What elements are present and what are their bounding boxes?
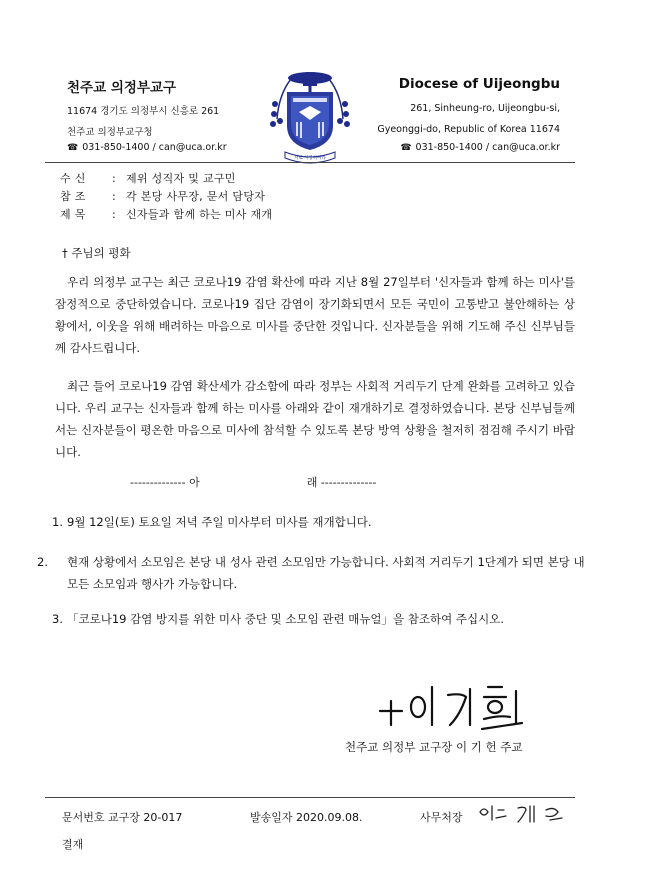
paragraph-1: 우리 의정부 교구는 최근 코로나19 감염 확산에 따라 지난 8월 27일부터 '신자들과 함께 하는 미사'를 잠정적으로 중단하였습니다. 코로나19 집단 감염이 장기화되면서 모든 국민이 고통받고 불안해하는 상황에서, 이웃을 위해 배려하는 마음으로 미사를 중단한 것입니다. 신자분들을 위해 기도해 주신 신부님들께 감사드립니다. bbox=[55, 275, 575, 355]
emblem-motto: 서로 사랑하여라 bbox=[294, 156, 326, 161]
footer-divider bbox=[45, 797, 575, 798]
divider-right: 래 -------------- bbox=[306, 476, 377, 489]
subject-value: 신자들과 함께 하는 미사 재개 bbox=[126, 208, 273, 221]
paragraph-2: 최근 들어 코로나19 감염 확산세가 감소함에 따라 정부는 사회적 거리두기 단계 완화를 고려하고 있습니다. 우리 교구는 신자들과 함께 하는 미사를 아래와 같이 재개하기로 결정하였습니다. 본당 신부님들께서는 신자분들이 평온한 마음으로 미사에 참석할 수 있도록 본당 방역 상황을 철저히 점검해 주시기 바랍니다. bbox=[55, 379, 575, 459]
address-en-line-1: 261, Sinheung-ro, Uijeongbu-si, bbox=[410, 103, 560, 114]
reference-line: 참 조 : 각 본당 사무장, 문서 담당자 bbox=[60, 190, 266, 203]
office-name-ko: 천주교 의정부교구청 bbox=[67, 127, 153, 138]
subject-key: 제 목 bbox=[60, 208, 86, 221]
address-en-line-2: Gyeonggi-do, Republic of Korea 11674 bbox=[377, 124, 560, 135]
office-head-label: 사무처장 bbox=[420, 811, 463, 824]
diocese-emblem-logo bbox=[269, 64, 351, 164]
org-name-en: Diocese of Uijeongbu bbox=[398, 76, 560, 92]
telephone-icon: ☎ bbox=[67, 143, 79, 153]
telephone-icon: ☎ bbox=[400, 143, 412, 153]
list-item: 1. 9월 12일(토) 토요일 저녁 주일 미사부터 미사를 재개합니다. bbox=[52, 515, 372, 529]
recipient-line: 수 신 : 제위 성직자 및 교구민 bbox=[60, 172, 236, 185]
org-name-ko: 천주교 의정부교구 bbox=[67, 80, 177, 96]
recipient-key: 수 신 bbox=[60, 172, 86, 185]
list-item: 3. 「코로나19 감염 방지를 위한 미사 중단 및 소모임 관련 매뉴얼」을 참조하여 주십시오. bbox=[52, 612, 504, 626]
recipient-value: 제위 성직자 및 교구민 bbox=[126, 172, 236, 185]
contact-en bbox=[400, 142, 560, 153]
office-head-signature bbox=[474, 800, 569, 828]
notice-divider bbox=[130, 474, 490, 490]
signer-name: 천주교 의정부 교구장 이 기 헌 주교 bbox=[345, 740, 523, 754]
divider-left: -------------- 아 bbox=[130, 476, 200, 489]
list-item: 2. 현재 상황에서 소모임은 본당 내 성사 관련 소모임만 가능합니다. 사회적 거리두기 1단계가 되면 본당 내 모든 소모임과 행사가 가능합니다. bbox=[37, 555, 585, 591]
handwritten-signature bbox=[370, 675, 545, 735]
approval-label: 결재 bbox=[62, 838, 84, 851]
header-divider bbox=[45, 162, 575, 163]
contact-ko bbox=[67, 142, 227, 153]
address-ko: 11674 경기도 의정부시 신흥로 261 bbox=[67, 106, 220, 117]
send-date: 발송일자 2020.09.08. bbox=[250, 811, 363, 824]
greeting: † 주님의 평화 bbox=[62, 246, 131, 260]
reference-key: 참 조 bbox=[60, 190, 86, 203]
document-number: 문서번호 교구장 20-017 bbox=[62, 811, 183, 824]
reference-value: 각 본당 사무장, 문서 담당자 bbox=[126, 190, 266, 203]
contact-en-text: 031-850-1400 / can@uca.or.kr bbox=[415, 142, 560, 153]
contact-ko-text: 031-850-1400 / can@uca.or.kr bbox=[82, 142, 227, 153]
subject-line: 제 목 : 신자들과 함께 하는 미사 재개 bbox=[60, 208, 273, 221]
